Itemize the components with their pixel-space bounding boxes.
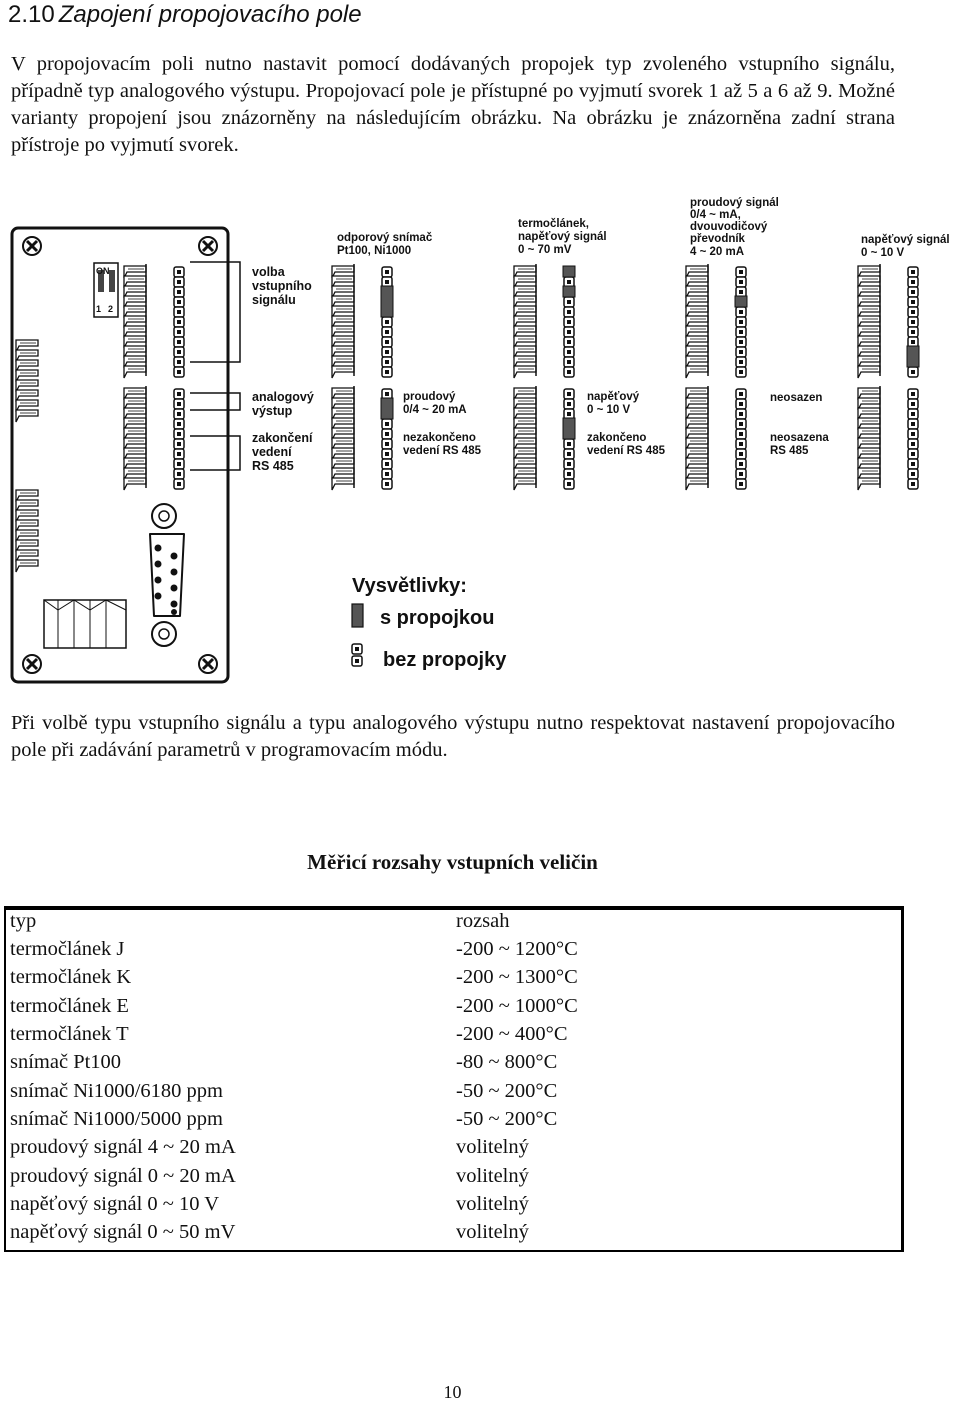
pin-icon <box>382 317 392 327</box>
pin-icon <box>736 439 746 449</box>
cell-typ: termočlánek K <box>10 966 132 989</box>
pin-icon <box>908 389 918 399</box>
cell-rozsah: -50 ~ 200°C <box>456 1079 558 1102</box>
dip-switch-num: 2 <box>108 304 114 314</box>
jumper-mark <box>381 398 393 419</box>
label-nezakonceno: vedení RS 485 <box>403 445 481 457</box>
pin-icon <box>908 307 918 317</box>
pin-icon <box>736 409 746 419</box>
power-connector <box>44 600 126 648</box>
cell-rozsah: volitelný <box>456 1192 529 1215</box>
table-row <box>6 963 902 991</box>
pin-icon <box>382 459 392 469</box>
pin-icon <box>564 459 574 469</box>
label-analog: analogový <box>252 390 314 404</box>
pin-icon <box>908 399 918 409</box>
pin-icon <box>382 419 392 429</box>
terminal-tooth <box>332 478 354 490</box>
jumper-mark <box>563 286 575 297</box>
label-volba: signálu <box>252 293 296 307</box>
pin-icon <box>564 399 574 409</box>
pin-icon <box>564 367 574 377</box>
pin-icon <box>736 429 746 439</box>
pin-icon <box>736 267 746 277</box>
pin-icon <box>564 307 574 317</box>
terminal-strip <box>332 386 393 490</box>
legend <box>352 575 507 671</box>
pin-icon <box>908 267 918 277</box>
label-proudovy: dvouvodičový <box>690 221 768 233</box>
label-proudovy-out: 0/4 ~ 20 mA <box>403 404 467 416</box>
pin-icon <box>174 399 184 409</box>
label-zakonceni: vedení <box>252 445 292 459</box>
pin-icon <box>174 327 184 337</box>
pin-icon <box>564 317 574 327</box>
screw-icon <box>199 237 217 255</box>
section-number: 2.10 <box>8 1 55 28</box>
pin-icon <box>908 429 918 439</box>
ranges-table <box>6 907 902 1246</box>
cell-typ: termočlánek E <box>10 994 129 1017</box>
label-neosazen: neosazen <box>770 392 823 404</box>
label-termoclanek: napěťový signál <box>518 231 607 243</box>
pin-icon <box>174 297 184 307</box>
pin-icon <box>908 287 918 297</box>
table-header-row <box>6 907 902 935</box>
jumper-field-diagram <box>0 190 960 690</box>
terminal-strip <box>332 264 393 378</box>
cell-typ: snímač Pt100 <box>10 1051 122 1074</box>
pin-icon <box>382 439 392 449</box>
pin-icon <box>174 479 184 489</box>
dip-switch <box>94 263 118 317</box>
jumper-mark <box>735 296 747 307</box>
cell-typ: snímač Ni1000/5000 ppm <box>10 1107 223 1130</box>
terminal-tooth <box>332 366 354 378</box>
label-nezakonceno: nezakončeno <box>403 432 476 444</box>
pin-icon <box>382 469 392 479</box>
pin-icon <box>174 357 184 367</box>
screw-icon <box>23 655 41 673</box>
terminal-strip <box>514 386 575 490</box>
terminal-strip <box>686 264 747 378</box>
label-analog: výstup <box>252 404 293 418</box>
open-pin-icon <box>352 644 362 654</box>
label-proudovy: 0/4 ~ mA, <box>690 209 741 221</box>
cell-rozsah: -50 ~ 200°C <box>456 1107 558 1130</box>
label-termoclanek: 0 ~ 70 mV <box>518 244 572 256</box>
pin-icon <box>174 459 184 469</box>
pin-icon <box>908 419 918 429</box>
pin-icon <box>736 317 746 327</box>
table-row <box>6 1105 902 1133</box>
label-proudovy: proudový signál <box>690 197 779 209</box>
pin-icon <box>174 317 184 327</box>
label-odporovy: Pt100, Ni1000 <box>337 245 412 257</box>
pin-icon <box>174 367 184 377</box>
pin-icon <box>736 307 746 317</box>
table-row <box>6 1133 902 1161</box>
label-napetovy-out: napěťový <box>587 391 640 403</box>
pin-icon <box>564 449 574 459</box>
table-title: Měřicí rozsahy vstupních veličin <box>307 850 598 874</box>
pin-icon <box>174 439 184 449</box>
label-zakonceni: zakončení <box>252 431 313 445</box>
pin-icon <box>736 337 746 347</box>
terminal-tooth <box>858 366 880 378</box>
terminal-tooth <box>686 366 708 378</box>
table-row <box>6 1161 902 1189</box>
label-zakonceno: vedení RS 485 <box>587 445 665 457</box>
pin-icon <box>736 459 746 469</box>
pin-icon <box>736 449 746 459</box>
terminal-tooth <box>686 478 708 490</box>
pin-icon <box>382 347 392 357</box>
section-heading <box>8 0 362 34</box>
table-row <box>6 1076 902 1104</box>
section-title: Zapojení propojovacího pole <box>58 1 362 28</box>
pin-icon <box>564 337 574 347</box>
cell-typ: proudový signál 0 ~ 20 mA <box>10 1164 236 1187</box>
label-napetovy-out: 0 ~ 10 V <box>587 404 631 416</box>
label-napetovy: napěťový signál <box>861 234 950 246</box>
pin-icon <box>736 347 746 357</box>
table-row <box>6 1218 902 1246</box>
pin-icon <box>908 439 918 449</box>
pin-icon <box>174 389 184 399</box>
cell-typ: snímač Ni1000/6180 ppm <box>10 1079 223 1102</box>
pin-icon <box>564 439 574 449</box>
label-termoclanek: termočlánek, <box>518 218 589 230</box>
label-odporovy: odporový snímač <box>337 232 433 244</box>
cell-rozsah: -80 ~ 800°C <box>456 1051 558 1074</box>
terminal-tooth <box>858 478 880 490</box>
terminal-strip <box>858 264 919 378</box>
pin-icon <box>174 469 184 479</box>
legend-without-jumper: bez propojky <box>383 649 507 671</box>
cell-rozsah: volitelný <box>456 1136 529 1159</box>
pin-icon <box>382 429 392 439</box>
table-row <box>6 935 902 963</box>
pin-icon <box>564 469 574 479</box>
jumper-mark <box>381 286 393 317</box>
table-row <box>6 1020 902 1048</box>
dip-switch-num: 1 <box>96 304 102 314</box>
top-labels <box>337 197 950 259</box>
terminal-tooth <box>514 366 536 378</box>
pin-icon <box>382 449 392 459</box>
cell-typ: proudový signál 4 ~ 20 mA <box>10 1136 236 1159</box>
pin-icon <box>736 367 746 377</box>
pin-icon <box>564 297 574 307</box>
cell-typ: napěťový signál 0 ~ 50 mV <box>10 1221 236 1244</box>
label-zakonceni: RS 485 <box>252 459 294 473</box>
pin-icon <box>908 469 918 479</box>
cell-rozsah: -200 ~ 400°C <box>456 1023 568 1046</box>
header-typ: typ <box>10 910 37 932</box>
left-labels <box>252 265 314 473</box>
pin-icon <box>736 469 746 479</box>
legend-title: Vysvětlivky: <box>352 575 467 597</box>
pin-icon <box>382 367 392 377</box>
pin-icon <box>908 317 918 327</box>
pin-icon <box>564 479 574 489</box>
screw-icon <box>23 237 41 255</box>
table-row <box>6 1048 902 1076</box>
pin-icon <box>908 327 918 337</box>
cell-typ: napěťový signál 0 ~ 10 V <box>10 1192 220 1215</box>
label-neosazena: neosazena <box>770 432 829 444</box>
terminal-strip <box>514 264 575 378</box>
label-volba: vstupního <box>252 279 312 293</box>
label-proudovy: 4 ~ 20 mA <box>690 246 745 258</box>
cell-rozsah: volitelný <box>456 1164 529 1187</box>
legend-with-jumper: s propojkou <box>380 607 495 629</box>
pin-icon <box>174 337 184 347</box>
pin-icon <box>736 399 746 409</box>
cell-typ: termočlánek T <box>10 1023 129 1046</box>
pin-icon <box>736 389 746 399</box>
pin-icon <box>908 479 918 489</box>
pin-icon <box>382 337 392 347</box>
jumper-mark <box>907 346 919 367</box>
pin-icon <box>382 479 392 489</box>
pin-icon <box>174 449 184 459</box>
pin-icon <box>908 367 918 377</box>
table-row <box>6 1190 902 1218</box>
terminal-strip <box>686 386 746 490</box>
pin-icon <box>174 277 184 287</box>
pin-icon <box>564 327 574 337</box>
pin-icon <box>908 409 918 419</box>
pin-icon <box>174 429 184 439</box>
cell-rozsah: -200 ~ 1200°C <box>456 938 578 961</box>
label-proudovy-out: proudový <box>403 391 456 403</box>
pin-icon <box>736 357 746 367</box>
pin-icon <box>564 389 574 399</box>
pin-icon <box>908 277 918 287</box>
page-number: 10 <box>443 1382 462 1402</box>
pin-icon <box>382 267 392 277</box>
intro-paragraph: V propojovacím poli nutno nastavit pomocí dodávaných propojek typ zvoleného vstupního signálu, případně typ analogového výstupu. Propojovací pole je přístupné po vyjmutí svorek 1 až 5 a 6 až 9. Možné varianty propojení jsou znázorněny na následujícím obrázku. Na obrázku je znázorněna zadní strana přístroje po vyjmutí svorek. <box>11 53 895 156</box>
label-volba: volba <box>252 265 285 279</box>
cell-typ: termočlánek J <box>10 938 125 961</box>
pin-icon <box>174 267 184 277</box>
header-rozsah: rozsah <box>456 910 510 932</box>
jumper-symbol-icon <box>352 604 363 627</box>
label-zakonceno: zakončeno <box>587 432 647 444</box>
screw-icon <box>199 655 217 673</box>
label-proudovy: převodník <box>690 233 745 245</box>
pin-icon <box>736 327 746 337</box>
table-row <box>6 992 902 1020</box>
pin-icon <box>736 479 746 489</box>
pin-icon <box>564 357 574 367</box>
pin-icon <box>908 449 918 459</box>
jumper-mark <box>563 266 575 277</box>
mid-labels <box>403 391 829 457</box>
label-napetovy: 0 ~ 10 V <box>861 247 905 259</box>
cell-rozsah: volitelný <box>456 1221 529 1244</box>
pin-icon <box>564 347 574 357</box>
terminal-tooth <box>514 478 536 490</box>
cell-rozsah: -200 ~ 1000°C <box>456 994 578 1017</box>
pin-icon <box>174 347 184 357</box>
dip-on-label: ON <box>96 266 110 276</box>
pin-icon <box>174 419 184 429</box>
pin-icon <box>736 419 746 429</box>
pin-icon <box>174 287 184 297</box>
pin-icon <box>174 409 184 419</box>
pin-icon <box>908 459 918 469</box>
jumper-mark <box>563 418 575 439</box>
pin-icon <box>174 307 184 317</box>
terminal-strip <box>858 386 918 490</box>
label-neosazena: RS 485 <box>770 445 809 457</box>
pin-icon <box>908 297 918 307</box>
pin-icon <box>736 277 746 287</box>
pin-icon <box>382 357 392 367</box>
note-paragraph: Při volbě typu vstupního signálu a typu analogového výstupu nutno respektovat nastavení propojovacího pole při zadávání parametrů v programovacím módu. <box>11 712 895 761</box>
cell-rozsah: -200 ~ 1300°C <box>456 966 578 989</box>
open-pin-icon <box>352 656 362 666</box>
pin-icon <box>382 327 392 337</box>
